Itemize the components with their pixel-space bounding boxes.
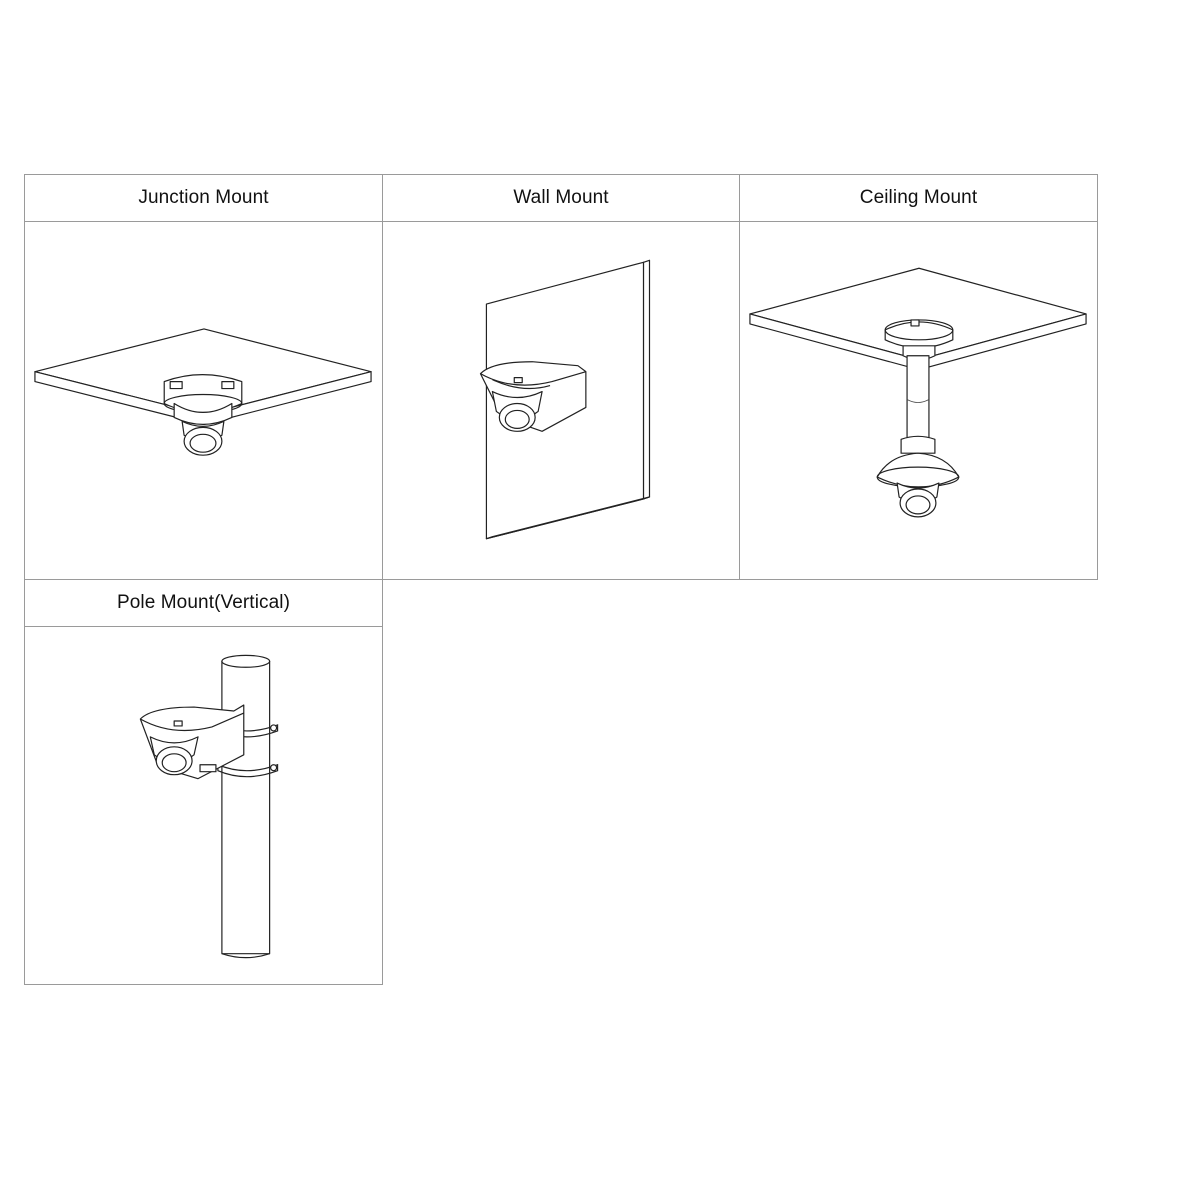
mount-cell-pole-vertical	[24, 579, 383, 985]
junction-mount-drawing	[25, 222, 382, 579]
mount-title: Junction Mount	[25, 175, 382, 222]
wall-mount-drawing	[383, 222, 739, 579]
dome-camera	[182, 421, 224, 455]
junction-box	[164, 375, 242, 425]
mount-cell-junction	[24, 174, 383, 580]
ceiling-mount-drawing	[740, 222, 1097, 579]
vertical-pole	[222, 655, 270, 957]
mount-title: Wall Mount	[383, 175, 739, 222]
mount-title: Pole Mount(Vertical)	[25, 580, 382, 627]
mount-cell-wall	[382, 174, 740, 580]
mount-cell-ceiling	[739, 174, 1098, 580]
wall-mount-illustration	[383, 222, 739, 579]
mount-title: Ceiling Mount	[740, 175, 1097, 222]
pole-mount-drawing	[25, 627, 382, 984]
junction-mount-illustration	[25, 222, 382, 579]
pole-mount-illustration	[25, 627, 382, 984]
dome-camera	[897, 483, 939, 517]
mount-adapter	[877, 436, 959, 487]
ceiling-mount-illustration	[740, 222, 1097, 579]
